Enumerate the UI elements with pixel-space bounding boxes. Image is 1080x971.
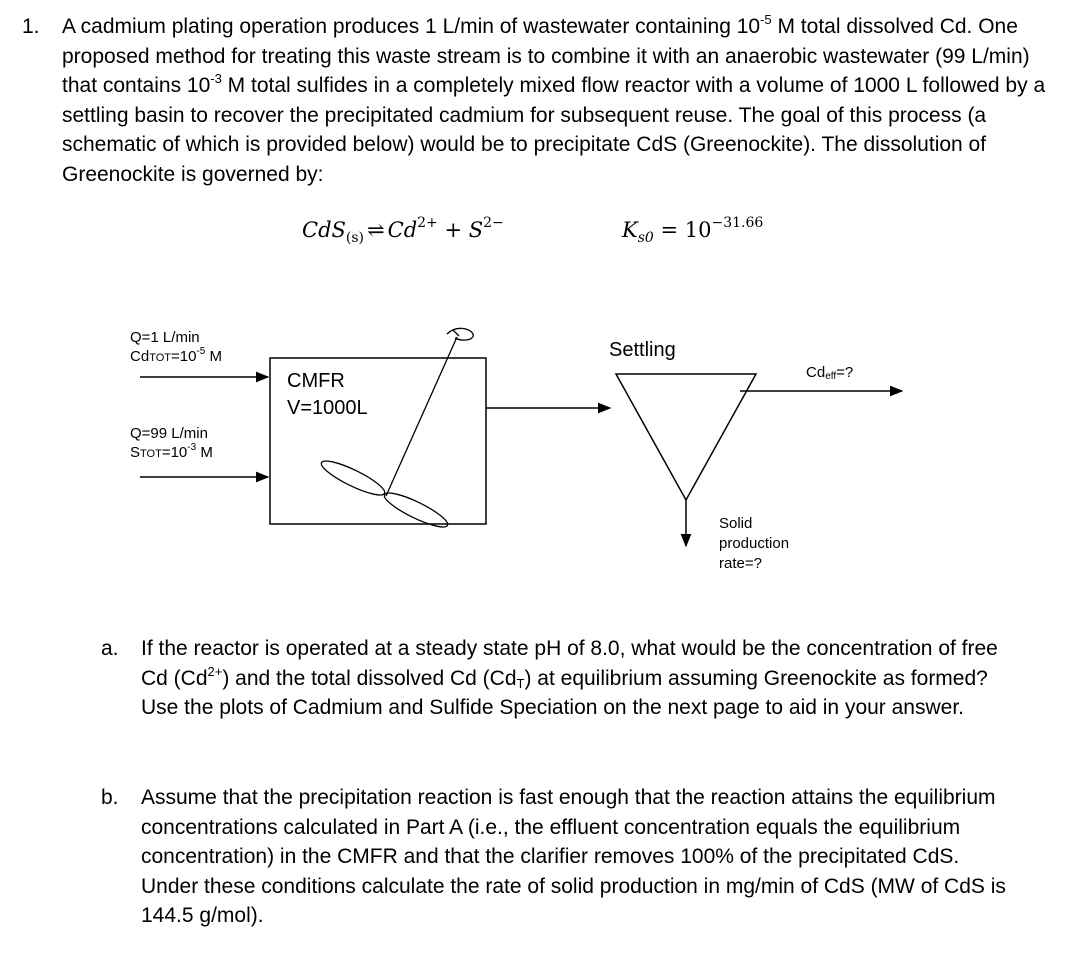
- stream2-conc-val: =10: [161, 444, 188, 461]
- eq-reactant: CdS: [302, 218, 346, 242]
- stream2-label: [130, 424, 213, 464]
- solid-line-2: production: [719, 535, 790, 552]
- ksp-subscript: s0: [637, 230, 654, 246]
- settling-basin-shape: [616, 374, 756, 500]
- part-a-text: [141, 634, 1011, 723]
- stream1-conc-exp: -5: [196, 346, 206, 357]
- part-a-text-1: If the reactor is operated at a steady state pH of 8.0, what would be the concentration of free Cd (Cd: [141, 637, 998, 690]
- part-a-sub: T: [516, 675, 525, 691]
- settler-label: Settling: [609, 339, 676, 361]
- reactor-volume: V=1000L: [287, 397, 368, 419]
- stream1-conc-prefix: Cd: [130, 348, 150, 365]
- ksp-expression: [622, 215, 764, 246]
- eq-cadmium-ion: Cd: [387, 218, 418, 242]
- process-schematic: [0, 300, 1080, 600]
- ksp-equals: = 10: [653, 218, 712, 242]
- solid-line-1: Solid: [719, 515, 753, 532]
- effluent-prefix: Cd: [806, 364, 826, 381]
- part-b-text: Assume that the precipitation reaction is fast enough that the reaction attains the equilibrium concentrations calculated in Part A (i.e., the effluent concentration equals the equilibrium concentration) in the CMFR and that the clarifier removes 100% of the precipitated CdS. Under these conditions calculate the rate of solid production in mg/min of CdS (MW of CdS is 144.5 g/mol).: [141, 786, 1006, 927]
- stream1-concentration: [130, 347, 222, 368]
- effluent-label: [806, 363, 853, 382]
- ksp-symbol: K: [622, 218, 638, 242]
- part-a-sup: 2+: [207, 663, 223, 679]
- stream2-conc-prefix: S: [130, 444, 141, 461]
- intro-text-c: M total sulfides in a completely mixed flow reactor with a volume of 1000 L followed by a settling basin to recover the precipitated cadmium for subsequent reuse. The goal of this process (a schematic of which is provided below) would be to precipitate CdS (Greenockite). The dissolution of Greenockite is governed by:: [62, 74, 1046, 186]
- reactor-name: CMFR: [287, 370, 345, 392]
- stream1-conc-sub: TOT: [149, 352, 171, 364]
- stream2-conc-unit: M: [196, 444, 213, 461]
- stream2-flow: Q=99 L/min: [130, 425, 208, 442]
- stream1-conc-val: =10: [170, 348, 197, 365]
- problem-number: 1.: [22, 15, 40, 38]
- intro-exponent-b: -3: [210, 71, 222, 86]
- eq-cadmium-charge: 2+: [417, 215, 438, 231]
- eq-sulfide-charge: 2−: [483, 215, 504, 231]
- eq-arrow: ⇌: [367, 218, 385, 242]
- part-b-letter: b.: [101, 786, 119, 809]
- eq-sulfide-ion: S: [468, 218, 484, 242]
- part-a-letter: a.: [101, 637, 119, 660]
- problem-intro: [62, 12, 1052, 189]
- intro-exponent-a: -5: [760, 12, 772, 27]
- dissolution-equation: [302, 215, 504, 246]
- stream2-conc-sub: TOT: [140, 448, 162, 460]
- ksp-exponent: −31.66: [711, 215, 764, 231]
- stream1-conc-unit: M: [205, 348, 223, 365]
- intro-text-a: A cadmium plating operation produces 1 L/min of wastewater containing 10: [62, 15, 761, 38]
- eq-plus: +: [437, 218, 469, 242]
- solid-line-3: rate=?: [719, 555, 762, 572]
- stream2-conc-exp: -3: [187, 442, 197, 453]
- stream1-flow: Q=1 L/min: [130, 329, 200, 346]
- part-a-text-3: ) at equilibrium assuming Greenockite as formed? Use the plots of Cadmium and Sulfide Speciation on the next page to aid in your answer.: [141, 666, 988, 719]
- solid-production-label: [719, 514, 789, 574]
- mixer-icon: [318, 328, 473, 532]
- reactor-label: [287, 368, 368, 422]
- intro-text-b: M total dissolved Cd. One proposed method for treating this waste stream is to combine it with an anaerobic wastewater (99 L/min) that contains 10: [62, 15, 1030, 97]
- effluent-sub: eff: [825, 371, 837, 382]
- stream2-concentration: [130, 443, 213, 464]
- stream1-label: [130, 328, 222, 368]
- eq-phase: (s): [345, 230, 365, 246]
- part-a-text-2: ) and the total dissolved Cd (Cd: [222, 666, 517, 690]
- effluent-suffix: =?: [836, 364, 854, 381]
